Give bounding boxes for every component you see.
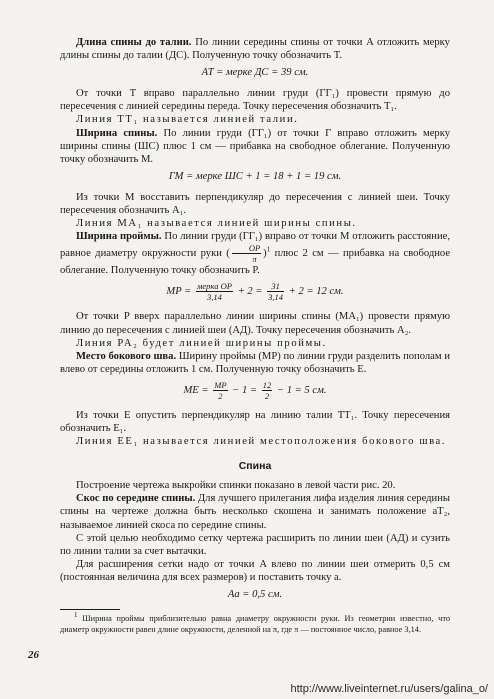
fraction bbox=[262, 380, 273, 401]
page-number: 26 bbox=[28, 649, 39, 661]
formula-part: MP = bbox=[166, 286, 192, 298]
fraction-denominator: 2 bbox=[264, 390, 270, 401]
paragraph bbox=[60, 350, 450, 376]
paragraph-text: Линия PA₂ будет линией ширины проймы. bbox=[76, 337, 327, 349]
formula-part: + 2 = 12 см. bbox=[288, 286, 344, 298]
paragraph-heading: Скос по середине спины. bbox=[76, 493, 196, 505]
fraction-numerator: 31 bbox=[267, 281, 284, 292]
paragraph bbox=[60, 337, 450, 350]
footnote-reference: 1 bbox=[266, 245, 271, 254]
fraction-denominator: π bbox=[252, 254, 257, 265]
paragraph-text: Линия TT₁ называется линией талии. bbox=[76, 114, 299, 126]
paragraph: От точки P вверх параллельно линии ширины спины (MA₁) провести прямую линию до пересечения с линией шеи (AД). Точку пересечения обозначить A₂. bbox=[60, 311, 450, 336]
paragraph: Из точки E опустить перпендикуляр на линию талии TT₁. Точку пересечения обозначить E₁. bbox=[60, 409, 450, 434]
paragraph-heading: Место бокового шва. bbox=[76, 350, 177, 362]
paragraph bbox=[60, 127, 450, 166]
formula: Aa = 0,5 см. bbox=[227, 589, 283, 600]
formula-part: − 1 = 5 см. bbox=[276, 384, 327, 396]
formula bbox=[60, 281, 450, 302]
fraction bbox=[196, 281, 233, 302]
paragraph-heading: Ширина спины. bbox=[76, 127, 158, 139]
fraction bbox=[232, 243, 261, 264]
paragraph-text: По линии груди (ГГ₁) от точки Г вправо отложить мерку ширины спины (ШС) плюс 1 см — прибавка на свободное облегание. Полученную точку обозначить M. bbox=[60, 127, 450, 165]
paragraph: Из точки M восставить перпендикуляр до пересечения с линией шеи. Точку пересечения обозначить A₁. bbox=[60, 191, 450, 217]
paragraph-text: Линия EE₁ называется линией местоположения бокового шва. bbox=[76, 436, 447, 448]
paragraph-text: По линии груди (ГГ₁) вправо от точки M отложить расстояние, равное диаметру окружности руки bbox=[60, 231, 450, 260]
paragraph bbox=[60, 36, 450, 62]
fraction bbox=[213, 380, 227, 401]
footnote bbox=[60, 611, 451, 635]
section-heading: Спина bbox=[238, 460, 272, 473]
footnote-text: Ширина проймы приблизительно равна диаметру окружности руки. Из геометрии известно, что диаметр окружности равен длине окружности, деленной на π, где π — постоянное число, равное 3,14. bbox=[60, 614, 451, 634]
paragraph-heading: Ширина проймы. bbox=[76, 231, 162, 243]
body-text bbox=[60, 36, 450, 635]
paragraph: Построение чертежа выкройки спинки показано в левой части рис. 20. bbox=[76, 480, 396, 492]
paragraph: С этой целью необходимо сетку чертежа расширить по линии шеи (AД) и сузить по линии талии за счет вытачки. bbox=[60, 532, 450, 557]
paragraph: Для расширения сетки надо от точки A влево по линии шеи отмерить 0,5 см (постоянная величина для всех размеров) и поставить точку a. bbox=[60, 558, 450, 583]
paragraph bbox=[60, 217, 450, 230]
fraction-denominator: 3,14 bbox=[268, 292, 283, 303]
paragraph-heading: Длина спины до талии. bbox=[76, 37, 192, 48]
fraction-numerator: мерка ОР bbox=[196, 281, 232, 292]
paragraph: От точки T вправо параллельно линии груди (ГГ₁) провести прямую до пересечения с линией середины переда. Точку пересечения обозначить T₁. bbox=[60, 88, 450, 113]
formula: ГМ = мерке ШС + 1 = 18 + 1 = 19 см. bbox=[168, 170, 342, 182]
fraction-numerator: 12 bbox=[262, 379, 272, 390]
fraction-numerator: MP bbox=[214, 379, 227, 390]
paragraph bbox=[60, 113, 450, 126]
paragraph-text: Для лучшего прилегания лифа изделия линия середины спины на чертеже должна быть несколько скошена и занимать положение aT₂, называемое линией скоса по середине спины. bbox=[60, 493, 450, 531]
paragraph bbox=[60, 435, 450, 448]
source-url: http://www.liveinternet.ru/users/galina_o/ bbox=[290, 683, 488, 695]
paragraph-text: плюс 2 см — прибавка на свободное облегание. Полученную точку обозначить P. bbox=[60, 248, 451, 277]
paragraph bbox=[60, 492, 450, 531]
formula-part: − 1 = bbox=[232, 384, 258, 396]
paragraph: Ширина проймы. По линии груди (ГГ₁) вправо от точки M отложить расстояние, равное диаметру окружности руки ( $\frac{ОР}{\pi}$ )$^1$ плюс 2 см — прибавка на свободное облегание. Полученную точку обозначить P. bbox=[60, 231, 451, 277]
formula-part: ME = bbox=[183, 384, 209, 396]
paragraph-text: Ширину проймы (MP) по линии груди разделить пополам и влево от середины отложить 1 см. Полученную точку обозначить E. bbox=[60, 350, 450, 375]
footnote-marker: 1 bbox=[74, 611, 78, 620]
paragraph-text: По линии середины спины от точки A отложить мерку длины спины до талии (ДС). Полученную точку обозначить T. bbox=[60, 37, 450, 62]
formula: AT = мерке ДС = 39 см. bbox=[201, 67, 309, 79]
fraction-numerator: ОР bbox=[232, 243, 261, 254]
formula bbox=[60, 380, 450, 401]
fraction-denominator: 2 bbox=[218, 390, 223, 401]
footnote-divider bbox=[60, 609, 120, 610]
fraction bbox=[267, 281, 284, 302]
formula-part: + 2 = bbox=[237, 286, 263, 298]
fraction-denominator: 3,14 bbox=[207, 292, 222, 303]
paragraph-text: Линия MA₁ называется линией ширины спины. bbox=[76, 218, 357, 230]
